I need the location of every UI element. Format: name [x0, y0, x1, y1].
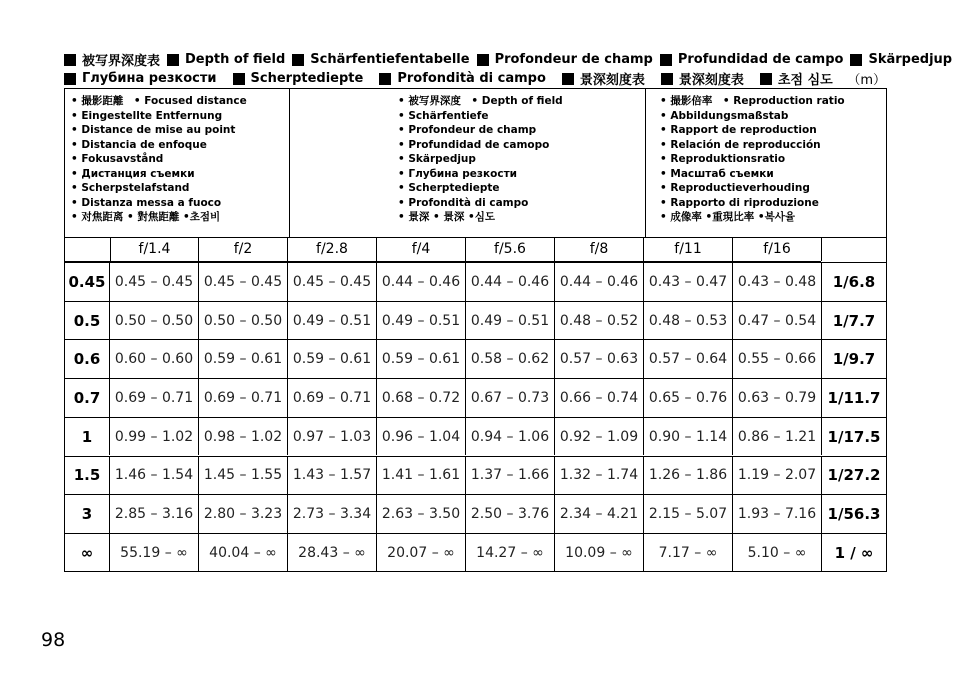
depth-range-cell: 0.49 – 0.51 — [288, 302, 377, 340]
aperture-header: f/4 — [377, 237, 466, 261]
legend-entry: • Distanza messa a fuoco — [71, 196, 247, 211]
depth-of-field-table — [64, 88, 887, 572]
legend-column-ratio — [660, 94, 845, 225]
title-text: Schärfentiefentabelle — [310, 52, 470, 67]
legend-entry: • Глубина резкости — [398, 167, 563, 182]
depth-range-cell: 0.69 – 0.71 — [288, 379, 377, 417]
depth-range-cell: 0.49 – 0.51 — [466, 302, 555, 340]
title-item — [850, 52, 952, 67]
square-bullet-icon — [562, 73, 574, 85]
square-bullet-icon — [477, 54, 489, 66]
depth-range-cell: 0.98 – 1.02 — [199, 418, 288, 456]
reproduction-ratio-cell: 1/9.7 — [832, 350, 876, 369]
depth-range-cell: 28.43 – ∞ — [288, 534, 377, 572]
legend-entry: • Distancia de enfoque — [71, 138, 247, 153]
title-text: 초점 심도 — [777, 73, 833, 88]
title-line-1 — [64, 50, 953, 69]
square-bullet-icon — [167, 54, 179, 66]
reproduction-ratio-cell: 1 / ∞ — [834, 543, 874, 562]
square-bullet-icon — [64, 54, 76, 66]
legend-column-distance — [71, 94, 247, 225]
legend-entry: • Profondità di campo — [398, 196, 563, 211]
title-item — [167, 52, 285, 67]
focus-distance-cell: 0.5 — [65, 302, 110, 340]
table-row — [65, 494, 886, 533]
depth-range-cell: 1.32 – 1.74 — [555, 457, 644, 495]
legend-entry: • 被写界深度 • Depth of field — [398, 94, 563, 109]
title-line-2 — [64, 69, 890, 88]
depth-range-cell: 0.48 – 0.52 — [555, 302, 644, 340]
title-item — [661, 69, 744, 88]
depth-range-cell: 1.45 – 1.55 — [199, 457, 288, 495]
depth-range-cell: 2.85 – 3.16 — [110, 495, 199, 533]
reproduction-ratio-cell: 1/7.7 — [832, 311, 876, 330]
square-bullet-icon — [292, 54, 304, 66]
depth-range-cell: 1.37 – 1.66 — [466, 457, 555, 495]
depth-range-cell: 1.46 – 1.54 — [110, 457, 199, 495]
depth-range-cell: 0.97 – 1.03 — [288, 418, 377, 456]
depth-range-cell: 0.92 – 1.09 — [555, 418, 644, 456]
title-item — [660, 52, 844, 67]
depth-range-cell: 0.44 – 0.46 — [555, 263, 644, 301]
depth-range-cell: 0.86 – 1.21 — [733, 418, 822, 456]
depth-range-cell: 0.50 – 0.50 — [110, 302, 199, 340]
table-row — [65, 456, 886, 495]
depth-range-cell: 1.41 – 1.61 — [377, 457, 466, 495]
legend-entry: • Scherpstelafstand — [71, 181, 247, 196]
table-title-header — [64, 50, 953, 88]
legend-divider — [645, 89, 646, 237]
legend-entry: • Eingestellte Entfernung — [71, 109, 247, 124]
depth-range-cell: 2.63 – 3.50 — [377, 495, 466, 533]
legend-entry: • 撮影倍率 • Reproduction ratio — [660, 94, 845, 109]
title-item — [562, 69, 645, 88]
depth-range-cell: 0.66 – 0.74 — [555, 379, 644, 417]
depth-range-cell: 0.55 – 0.66 — [733, 340, 822, 378]
depth-range-cell: 0.49 – 0.51 — [377, 302, 466, 340]
legend-entry: • Skärpedjup — [398, 152, 563, 167]
table-row — [65, 417, 886, 456]
legend-divider — [289, 89, 290, 237]
legend-entry: • Reproductieverhouding — [660, 181, 845, 196]
depth-range-cell: 5.10 – ∞ — [733, 534, 822, 572]
depth-range-cell: 0.58 – 0.62 — [466, 340, 555, 378]
legend-entry: • Profondeur de champ — [398, 123, 563, 138]
square-bullet-icon — [660, 54, 672, 66]
title-item — [477, 52, 653, 67]
depth-range-cell: 14.27 – ∞ — [466, 534, 555, 572]
legend-entry: • Rapporto di riproduzione — [660, 196, 845, 211]
title-text: Scherptediepte — [250, 71, 364, 86]
title-text: Profondeur de champ — [494, 52, 653, 67]
table-row — [65, 301, 886, 340]
depth-range-cell: 2.80 – 3.23 — [199, 495, 288, 533]
aperture-header: f/8 — [555, 237, 644, 261]
square-bullet-icon — [661, 73, 673, 85]
page-number: 98 — [41, 629, 66, 651]
table-row — [65, 262, 886, 301]
legend-entry: • 对焦距离 • 對焦距離 •초점비 — [71, 210, 247, 225]
title-item — [233, 71, 364, 86]
depth-range-cell: 0.99 – 1.02 — [110, 418, 199, 456]
depth-range-cell: 2.73 – 3.34 — [288, 495, 377, 533]
square-bullet-icon — [233, 73, 245, 85]
legend-entry: • Schärfentiefe — [398, 109, 563, 124]
title-text: Depth of field — [185, 52, 286, 67]
depth-range-cell: 0.48 – 0.53 — [644, 302, 733, 340]
legend-entry: • 景深 • 景深 •심도 — [398, 210, 563, 225]
depth-range-cell: 0.94 – 1.06 — [466, 418, 555, 456]
focus-distance-cell: ∞ — [65, 534, 110, 572]
aperture-header: f/16 — [733, 237, 822, 261]
depth-range-cell: 1.26 – 1.86 — [644, 457, 733, 495]
aperture-header: f/5.6 — [466, 237, 555, 261]
title-item — [379, 71, 546, 86]
depth-range-cell: 0.47 – 0.54 — [733, 302, 822, 340]
depth-range-cell: 0.67 – 0.73 — [466, 379, 555, 417]
unit-label: （m） — [847, 73, 886, 88]
title-text: Profondità di campo — [397, 71, 546, 86]
title-item — [64, 50, 160, 69]
focus-distance-cell: 3 — [65, 495, 110, 533]
legend-entry: • Profundidad de camopo — [398, 138, 563, 153]
title-text: Profundidad de campo — [677, 52, 844, 67]
depth-range-cell: 0.60 – 0.60 — [110, 340, 199, 378]
legend-entry: • Scherptediepte — [398, 181, 563, 196]
depth-range-cell: 1.43 – 1.57 — [288, 457, 377, 495]
table-row — [65, 378, 886, 417]
square-bullet-icon — [379, 73, 391, 85]
depth-range-cell: 0.50 – 0.50 — [199, 302, 288, 340]
depth-range-cell: 0.44 – 0.46 — [377, 263, 466, 301]
depth-range-cell: 0.43 – 0.48 — [733, 263, 822, 301]
focus-distance-cell: 0.45 — [65, 263, 110, 301]
title-item — [292, 52, 469, 67]
square-bullet-icon — [760, 73, 772, 85]
title-text: 景深刻度表 — [579, 73, 645, 88]
depth-range-cell: 2.34 – 4.21 — [555, 495, 644, 533]
legend-entry: • Distance de mise au point — [71, 123, 247, 138]
reproduction-ratio-cell: 1/17.5 — [827, 427, 881, 446]
legend-column-depth — [398, 94, 563, 225]
depth-range-cell: 10.09 – ∞ — [555, 534, 644, 572]
legend-entry: • Rapport de reproduction — [660, 123, 845, 138]
legend-entry: • 撮影距離 • Focused distance — [71, 94, 247, 109]
aperture-header: f/11 — [644, 237, 733, 261]
depth-range-cell: 7.17 – ∞ — [644, 534, 733, 572]
aperture-header: f/2 — [199, 237, 288, 261]
depth-range-cell: 0.44 – 0.46 — [466, 263, 555, 301]
depth-range-cell: 0.68 – 0.72 — [377, 379, 466, 417]
depth-range-cell: 0.90 – 1.14 — [644, 418, 733, 456]
aperture-header: f/2.8 — [288, 237, 377, 261]
title-item — [64, 71, 217, 86]
depth-range-cell: 0.69 – 0.71 — [110, 379, 199, 417]
depth-range-cell: 40.04 – ∞ — [199, 534, 288, 572]
aperture-header: f/1.4 — [110, 237, 199, 261]
title-text: Глубина резкости — [82, 71, 217, 86]
depth-range-cell: 55.19 – ∞ — [110, 534, 199, 572]
focus-distance-cell: 0.6 — [65, 340, 110, 378]
depth-range-cell: 0.43 – 0.47 — [644, 263, 733, 301]
depth-range-cell: 0.45 – 0.45 — [199, 263, 288, 301]
focus-distance-cell: 0.7 — [65, 379, 110, 417]
focus-distance-cell: 1.5 — [65, 457, 110, 495]
reproduction-ratio-cell: 1/6.8 — [832, 272, 876, 291]
depth-range-cell: 0.59 – 0.61 — [199, 340, 288, 378]
depth-range-cell: 0.59 – 0.61 — [377, 340, 466, 378]
legend-entry: • Fokusavstånd — [71, 152, 247, 167]
legend-entry: • Масштаб съемки — [660, 167, 845, 182]
legend-entry: • 成像率 •重現比率 •복사율 — [660, 210, 845, 225]
legend-entry: • Relación de reproducción — [660, 138, 845, 153]
depth-range-cell: 0.57 – 0.64 — [644, 340, 733, 378]
reproduction-ratio-cell: 1/27.2 — [827, 466, 881, 485]
depth-range-cell: 0.65 – 0.76 — [644, 379, 733, 417]
legend-box — [65, 89, 886, 238]
square-bullet-icon — [850, 54, 862, 66]
depth-range-cell: 1.93 – 7.16 — [733, 495, 822, 533]
depth-range-cell: 2.15 – 5.07 — [644, 495, 733, 533]
title-item — [760, 69, 833, 88]
title-text: 被写界深度表 — [82, 54, 161, 69]
legend-entry: • Reproduktionsratio — [660, 152, 845, 167]
title-text: Skärpedjup — [868, 52, 953, 67]
depth-range-cell: 0.59 – 0.61 — [288, 340, 377, 378]
depth-range-cell: 0.45 – 0.45 — [110, 263, 199, 301]
depth-range-cell: 2.50 – 3.76 — [466, 495, 555, 533]
title-text: 景深刻度表 — [678, 73, 744, 88]
depth-range-cell: 20.07 – ∞ — [377, 534, 466, 572]
reproduction-ratio-cell: 1/56.3 — [827, 505, 881, 524]
depth-range-cell: 0.57 – 0.63 — [555, 340, 644, 378]
square-bullet-icon — [64, 73, 76, 85]
depth-range-cell: 0.96 – 1.04 — [377, 418, 466, 456]
reproduction-ratio-cell: 1/11.7 — [827, 388, 881, 407]
table-row — [65, 533, 886, 572]
depth-range-cell: 0.63 – 0.79 — [733, 379, 822, 417]
legend-entry: • Дистанция съемки — [71, 167, 247, 182]
depth-range-cell: 0.69 – 0.71 — [199, 379, 288, 417]
focus-distance-cell: 1 — [65, 418, 110, 456]
legend-entry: • Abbildungsmaßstab — [660, 109, 845, 124]
depth-range-cell: 1.19 – 2.07 — [733, 457, 822, 495]
table-row — [65, 339, 886, 378]
depth-range-cell: 0.45 – 0.45 — [288, 263, 377, 301]
